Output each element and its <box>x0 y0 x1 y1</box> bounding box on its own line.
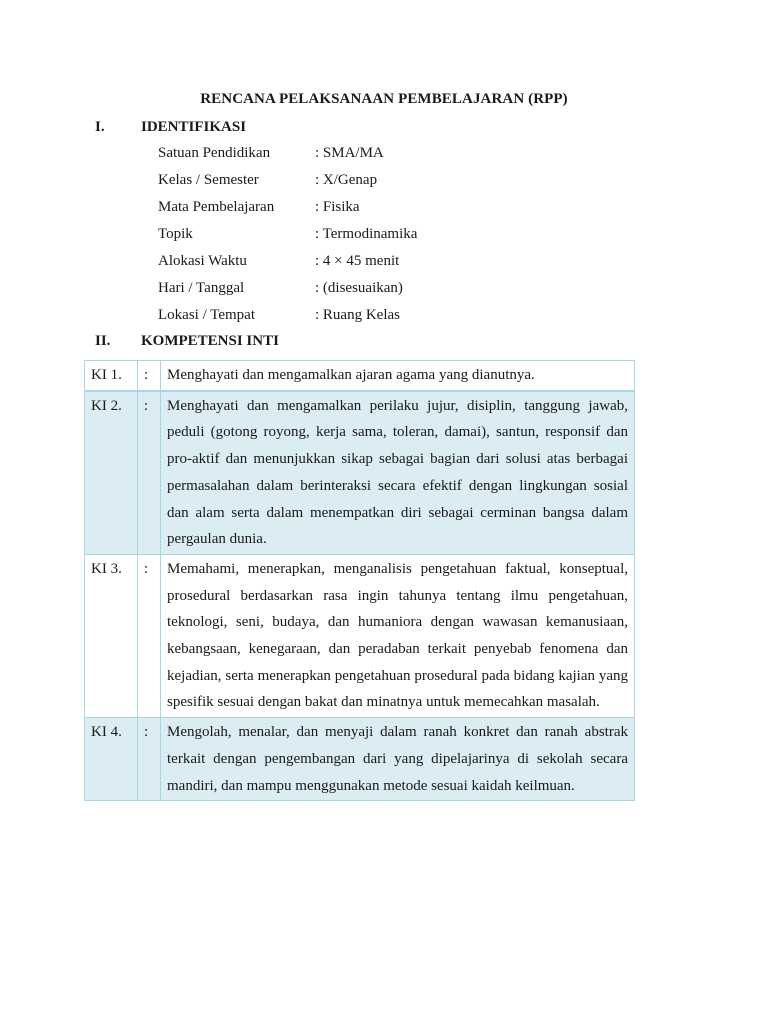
section-title: IDENTIFIKASI <box>141 119 247 135</box>
identification-label: Kelas / Semester <box>158 172 259 188</box>
identification-row <box>158 280 417 307</box>
competency-code: KI 3. <box>85 554 138 717</box>
identification-value: : (disesuaikan) <box>315 280 403 296</box>
identification-row <box>158 145 417 172</box>
identification-row <box>158 253 417 280</box>
competency-text: Menghayati dan mengamalkan perilaku jujur, disiplin, tanggung jawab, peduli (gotong royong, kerja sama, toleran, damai), santun, responsif dan pro-aktif dan menunjukkan sikap sebagai bagian dari solusi atas berbagai permasalahan dalam berinteraksi secara efektif dengan lingkungan sosial dan alam serta dalam menempatkan diri sebagai cerminan bangsa dalam pergaulan dunia. <box>161 391 635 555</box>
section-heading-identifikasi <box>95 119 246 136</box>
identification-row <box>158 172 417 199</box>
competency-separator: : <box>138 391 161 555</box>
competency-text: Menghayati dan mengamalkan ajaran agama yang dianutnya. <box>161 361 635 391</box>
identification-label: Mata Pembelajaran <box>158 199 275 215</box>
competency-row-ki4 <box>85 718 635 801</box>
page-title: RENCANA PELAKSANAAN PEMBELAJARAN (RPP) <box>200 91 568 107</box>
competency-code: KI 4. <box>85 718 138 801</box>
identification-value: : X/Genap <box>315 172 378 188</box>
identification-row <box>158 226 417 253</box>
section-number: II. <box>95 333 111 349</box>
identification-label: Lokasi / Tempat <box>158 307 255 323</box>
competency-code: KI 1. <box>85 361 138 391</box>
identification-label: Alokasi Waktu <box>158 253 247 269</box>
identification-value: : Termodinamika <box>315 226 418 242</box>
section-title: KOMPETENSI INTI <box>141 333 279 349</box>
competency-table <box>84 360 635 801</box>
identification-value: : Ruang Kelas <box>315 307 400 323</box>
competency-separator: : <box>138 554 161 717</box>
competency-text: Mengolah, menalar, dan menyaji dalam ranah konkret dan ranah abstrak terkait dengan pengembangan dari yang dipelajarinya di sekolah secara mandiri, dan mampu menggunakan metode sesuai kaidah keilmuan. <box>161 718 635 801</box>
competency-row-ki2 <box>85 391 635 555</box>
identification-list <box>158 145 417 334</box>
identification-label: Hari / Tanggal <box>158 280 245 296</box>
competency-row-ki1 <box>85 361 635 391</box>
identification-value: : Fisika <box>315 199 360 215</box>
competency-code: KI 2. <box>85 391 138 555</box>
identification-row <box>158 307 417 334</box>
identification-row <box>158 199 417 226</box>
competency-separator: : <box>138 361 161 391</box>
identification-value: : SMA/MA <box>315 145 384 161</box>
section-heading-kompetensi-inti <box>95 333 279 350</box>
competency-separator: : <box>138 718 161 801</box>
identification-label: Topik <box>158 226 193 242</box>
identification-label: Satuan Pendidikan <box>158 145 271 161</box>
competency-text: Memahami, menerapkan, menganalisis pengetahuan faktual, konseptual, prosedural berdasarkan rasa ingin tahunya tentang ilmu pengetahuan, teknologi, seni, budaya, dan humaniora dengan wawasan kemanusiaan, kebangsaan, kenegaraan, dan peradaban terkait penyebab fenomena dan kejadian, serta menerapkan pengetahuan prosedural pada bidang kajian yang spesifik sesuai dengan bakat dan minatnya untuk memecahkan masalah. <box>161 554 635 717</box>
section-number: I. <box>95 119 105 135</box>
competency-row-ki3 <box>85 554 635 717</box>
identification-value: : 4 × 45 menit <box>315 253 400 269</box>
